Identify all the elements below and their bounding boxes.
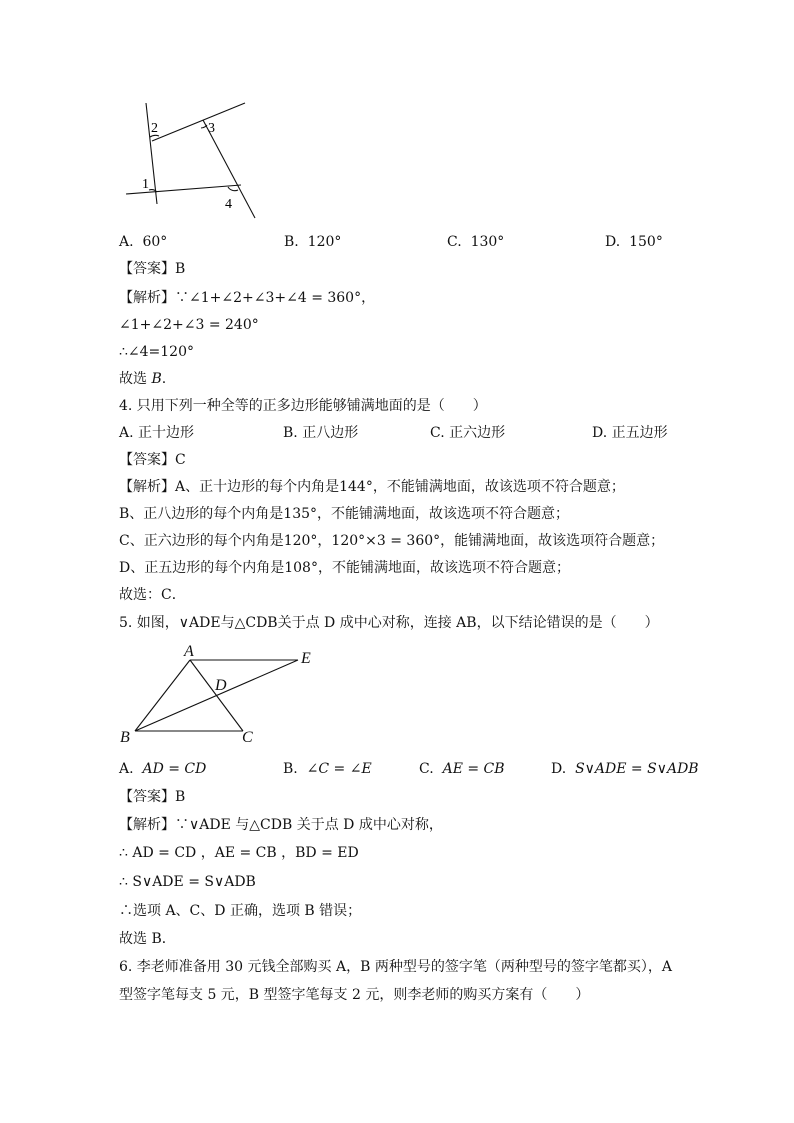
q4-option-a[interactable]: A. 正十边形	[119, 425, 195, 441]
angle-label-4: 4	[225, 197, 232, 212]
q3-conclusion: 故选 B.	[119, 371, 167, 387]
q3-analysis-line-2: ∠1+∠2+∠3 = 240°	[119, 317, 259, 333]
q4-analysis-line-3: C、正六边形的每个内角是120°，120°×3 = 360°，能铺满地面，故该选项符合题意；	[119, 533, 665, 549]
q6-stem-line-2: 型签字笔每支 5 元，B 型签字笔每支 2 元，则李老师的购买方案有（ ）	[119, 987, 590, 1003]
q5-stem: 5. 如图，∨ADE与△CDB关于点 D 成中心对称，连接 AB，以下结论错误的是（ ）	[119, 615, 659, 631]
point-label-d: D	[215, 677, 227, 694]
q4-stem: 4. 只用下列一种全等的正多边形能够铺满地面的是（ ）	[119, 398, 487, 414]
q5-analysis-line-1: 【解析】∵∨ADE 与△CDB 关于点 D 成中心对称，	[119, 817, 443, 833]
point-label-e: E	[301, 650, 311, 667]
q5-analysis-line-2: ∴ AD = CD ，AE = CB ，BD = ED	[119, 845, 359, 861]
q4-option-b[interactable]: B. 正八边形	[283, 425, 359, 441]
q5-option-b[interactable]: B. ∠C = ∠E	[283, 761, 372, 777]
angle-label-2: 2	[151, 121, 158, 136]
q5-answer: 【答案】B	[119, 789, 186, 805]
point-label-b: B	[120, 729, 130, 746]
q4-analysis-line-4: D、正五边形的每个内角是108°，不能铺满地面，故该选项不符合题意；	[119, 560, 570, 576]
q5-conclusion: 故选 B．	[119, 931, 176, 947]
q4-conclusion: 故选：C．	[119, 587, 186, 603]
q4-analysis-line-2: B、正八边形的每个内角是135°，不能铺满地面，故该选项不符合题意；	[119, 506, 570, 522]
q6-stem-line-1: 6. 李老师准备用 30 元钱全部购买 A，B 两种型号的签字笔（两种型号的签字笔都买），A	[119, 959, 672, 975]
q4-option-c[interactable]: C. 正六边形	[430, 425, 506, 441]
q4-analysis-line-1: 【解析】A、正十边形的每个内角是144°，不能铺满地面，故该选项不符合题意；	[119, 479, 625, 495]
q3-option-a[interactable]: A. 60°	[119, 234, 168, 250]
q3-analysis-line-3: ∴∠4=120°	[119, 344, 194, 360]
q3-answer: 【答案】B	[119, 261, 186, 277]
angle-label-1: 1	[142, 177, 149, 192]
q5-option-c[interactable]: C. AE = CB	[419, 761, 505, 777]
point-label-a: A	[184, 643, 194, 660]
q4-option-d[interactable]: D. 正五边形	[592, 425, 668, 441]
q5-analysis-line-3: ∴ S∨ADE = S∨ADB	[119, 874, 256, 890]
q3-option-d[interactable]: D. 150°	[605, 234, 663, 250]
q3-option-b[interactable]: B. 120°	[284, 234, 342, 250]
point-label-c: C	[242, 729, 253, 746]
q5-analysis-line-4: ∴选项 A、C、D 正确，选项 B 错误；	[119, 903, 362, 919]
q4-answer: 【答案】C	[119, 452, 186, 468]
q3-option-c[interactable]: C. 130°	[447, 234, 505, 250]
angle-label-3: 3	[208, 121, 215, 136]
q5-option-a[interactable]: A. AD = CD	[119, 761, 207, 777]
q3-analysis-line-1: 【解析】∵∠1+∠2+∠3+∠4 = 360°，	[119, 290, 376, 306]
q5-option-d[interactable]: D. S∨ADE = S∨ADB	[551, 761, 699, 777]
